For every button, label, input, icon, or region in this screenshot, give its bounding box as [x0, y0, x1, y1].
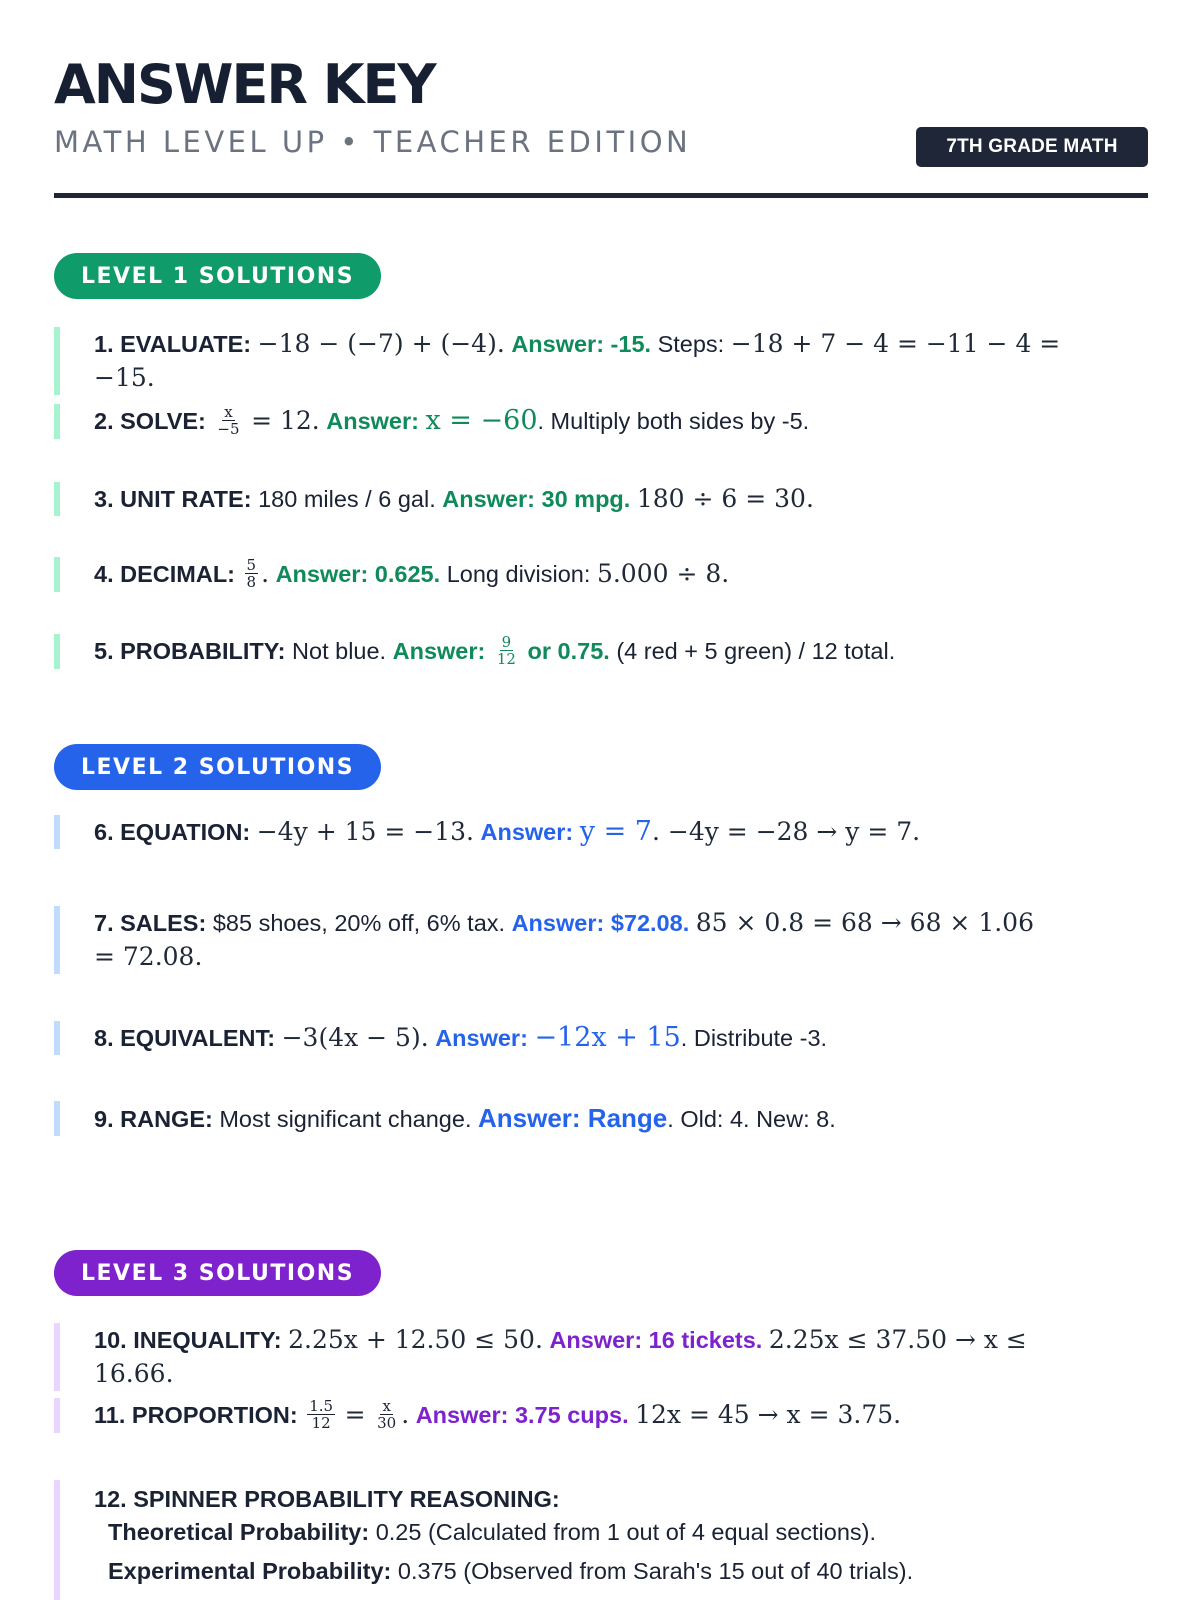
punctuation: . [261, 559, 270, 588]
solution-item-3 [54, 482, 1114, 516]
solution-item-4 [54, 557, 1114, 592]
solution-item-1 [54, 327, 1114, 395]
item-label: 12. SPINNER PROBABILITY REASONING: [94, 1486, 560, 1512]
solution-item-8 [54, 1021, 1114, 1055]
item-label: 3. UNIT RATE: [94, 486, 252, 512]
solution-item-5 [54, 634, 1114, 669]
item-label: 8. EQUIVALENT: [94, 1025, 276, 1051]
explanation-text: . Multiply both sides by -5. [537, 408, 810, 434]
level-2-heading: LEVEL 2 SOLUTIONS [54, 744, 381, 790]
experimental-text: 0.375 (Observed from Sarah's 15 out of 40 trials). [397, 1558, 914, 1584]
problem-expression: −18 − (−7) + (−4) [257, 329, 497, 358]
fraction-numerator: x [382, 1397, 391, 1416]
solution-item-6 [54, 815, 1114, 849]
steps-expression: −18 + 7 − 4 = −11 − 4 = −15. [94, 329, 1061, 392]
header-divider [54, 193, 1148, 198]
answer-expression: y = 7 [579, 816, 652, 847]
answer-label: Answer: [326, 408, 419, 434]
level-3-heading: LEVEL 3 SOLUTIONS [54, 1250, 381, 1296]
fraction-numerator: 1.5 [309, 1397, 334, 1416]
problem-expression: −3(4x − 5). [281, 1023, 429, 1052]
steps-expression: 5.000 ÷ 8. [596, 559, 730, 588]
answer-label: Answer: [435, 1025, 528, 1051]
explanation-text: (4 red + 5 green) / 12 total. [616, 638, 896, 664]
answer-expression: −12x + 15 [534, 1022, 681, 1053]
item-label: 4. DECIMAL: [94, 561, 235, 587]
experimental-label: Experimental Probability: [108, 1558, 392, 1584]
explanation-text: . Distribute -3. [680, 1025, 828, 1051]
answer-label: Answer: [480, 819, 574, 845]
fraction [215, 404, 241, 437]
theoretical-line [94, 1513, 1114, 1552]
answer-text: Answer: Range [478, 1103, 668, 1133]
item-label: 9. RANGE: [94, 1106, 213, 1132]
answer-text: Answer: 30 mpg. [442, 486, 631, 512]
fraction-denominator: 12 [311, 1414, 331, 1433]
solution-item-10 [54, 1323, 1114, 1391]
item-label: 7. SALES: [94, 910, 207, 936]
grade-badge: 7TH GRADE MATH [916, 127, 1148, 167]
answer-fraction [495, 634, 518, 667]
page-subtitle: MATH LEVEL UP • TEACHER EDITION [54, 125, 692, 159]
solution-item-12 [54, 1480, 1114, 1600]
answer-text: Answer: 16 tickets. [549, 1327, 763, 1353]
problem-expression: 2.25x + 12.50 ≤ 50. [288, 1325, 543, 1354]
solution-item-9 [54, 1101, 1114, 1136]
solution-item-11 [54, 1398, 1114, 1433]
fraction-numerator: x [224, 403, 233, 422]
steps-expression: 2.25x ≤ 37.50 → x ≤ 16.66. [94, 1325, 1027, 1388]
steps-expression: 12x = 45 → x = 3.75. [635, 1400, 902, 1429]
theoretical-text: 0.25 (Calculated from 1 out of 4 equal sections). [375, 1519, 877, 1545]
fraction-denominator: 8 [246, 573, 257, 592]
fraction-numerator: 9 [501, 633, 512, 652]
problem-text: 180 miles / 6 gal. [258, 486, 436, 512]
answer-text: Answer: 0.625. [275, 561, 441, 587]
item-label: 10. INEQUALITY: [94, 1327, 282, 1353]
equals-sign: = [344, 1400, 366, 1429]
solution-item-7 [54, 906, 1114, 974]
answer-text: Answer: $72.08. [511, 910, 690, 936]
item-label: 11. PROPORTION: [94, 1402, 298, 1428]
fraction-denominator: 12 [496, 650, 516, 669]
item-label: 6. EQUATION: [94, 819, 251, 845]
steps-continuation: = 72.08. [94, 942, 203, 971]
fraction-denominator: 30 [377, 1414, 397, 1433]
fraction [245, 557, 259, 590]
problem-text: Not blue. [292, 638, 387, 664]
punctuation: . [401, 1400, 410, 1429]
item-label: 2. SOLVE: [94, 408, 206, 434]
answer-text: Answer: -15. [511, 331, 652, 357]
steps-label: Steps: [657, 331, 725, 357]
answer-label: Answer: [392, 638, 486, 664]
page-title: ANSWER KEY [54, 53, 435, 116]
problem-expression: −4y + 15 = −13. [256, 817, 474, 846]
item-label: 5. PROBABILITY: [94, 638, 286, 664]
fraction [375, 1398, 398, 1431]
answer-text: Answer: 3.75 cups. [415, 1402, 629, 1428]
theoretical-label: Theoretical Probability: [108, 1519, 370, 1545]
problem-text: $85 shoes, 20% off, 6% tax. [212, 910, 506, 936]
punctuation: . [496, 329, 505, 358]
steps-expression: . −4y = −28 → y = 7. [651, 817, 921, 846]
item-label: 1. EVALUATE: [94, 331, 252, 357]
solution-item-2 [54, 404, 1114, 439]
problem-expression: = 12. [251, 406, 320, 435]
fraction-numerator: 5 [246, 556, 257, 575]
fraction-denominator: −5 [217, 420, 240, 439]
explanation-text: Long division: [446, 561, 591, 587]
steps-expression: 180 ÷ 6 = 30. [636, 484, 814, 513]
fraction [307, 1398, 335, 1431]
answer-expression: x = −60 [425, 405, 538, 436]
answer-text: or 0.75. [527, 638, 610, 664]
experimental-line [94, 1552, 1114, 1591]
explanation-text: . Old: 4. New: 8. [667, 1106, 836, 1132]
steps-expression: 85 × 0.8 = 68 → 68 × 1.06 [695, 908, 1034, 937]
problem-text: Most significant change. [219, 1106, 472, 1132]
level-1-heading: LEVEL 1 SOLUTIONS [54, 253, 381, 299]
